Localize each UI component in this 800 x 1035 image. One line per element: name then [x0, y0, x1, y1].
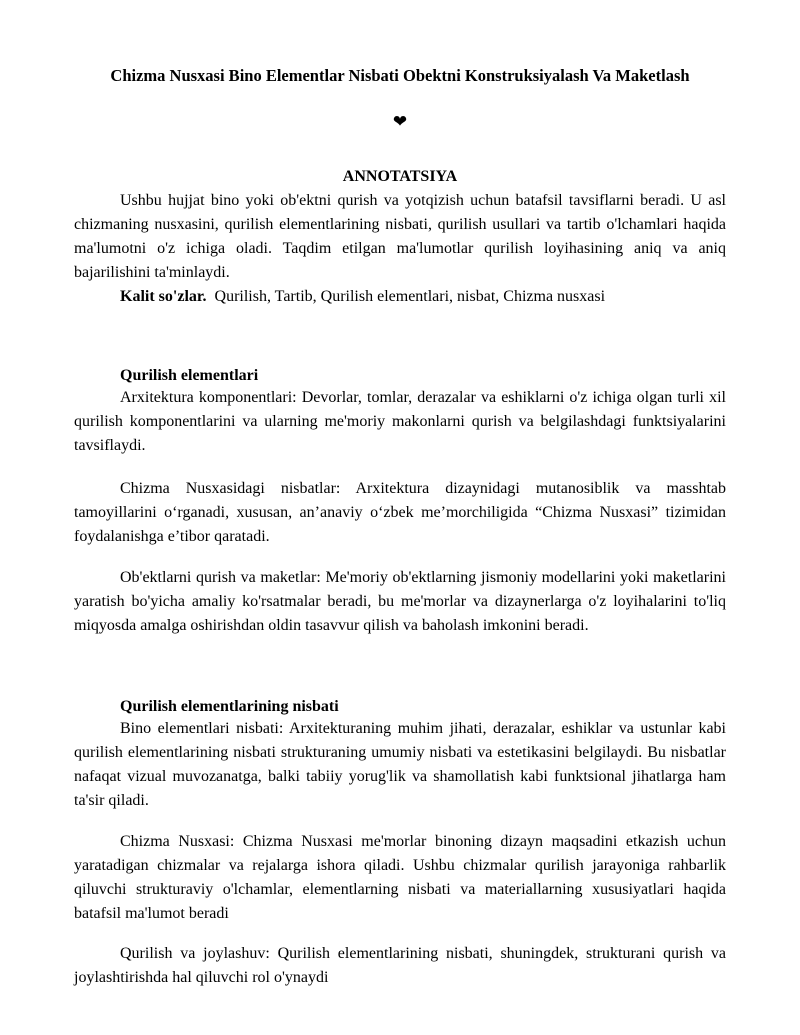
abstract-text: Ushbu hujjat bino yoki ob'ektni qurish va yotqizish uchun batafsil tavsiflarni beradi. U asl chizmaning nusxasini, qurilish elementlarining nisbati, qurilish usullari va tartib o'lchamlari haqida ma'lumotni o'z ichiga oladi. Taqdim etilgan ma'lumotlar qurilish loyihasining aniq va aniq bajarilishini ta'minlaydi. — [74, 192, 726, 281]
paragraph-text: Chizma Nusxasi: Chizma Nusxasi me'morlar binoning dizayn maqsadini etkazish uchun yaratadigan chizmalar va rejalarga ishora qiladi. Ushbu chizmalar qurilish jarayoniga rahbarlik qiluvchi strukturaviy o'lchamlar, elementlarning nisbati va materiallarning xususiyatlari haqida batafsil ma'lumot beradi — [74, 833, 726, 922]
section-heading: Qurilish elementlari — [120, 367, 259, 384]
section-paragraph — [74, 477, 726, 549]
paragraph-text: Qurilish va joylashuv: Qurilish elementlarining nisbati, shuningdek, strukturani qurish va joylashtirishda hal qiluvchi rol o'ynaydi — [74, 945, 726, 986]
section-paragraph — [74, 942, 726, 990]
section-heading: Qurilish elementlarining nisbati — [120, 698, 339, 715]
document-title: Chizma Nusxasi Bino Elementlar Nisbati Obektni Konstruksiyalash Va Maketlash — [110, 66, 690, 85]
abstract-paragraph — [74, 189, 726, 285]
keywords-text: Qurilish, Tartib, Qurilish elementlari, nisbat, Chizma nusxasi — [214, 288, 606, 305]
section-paragraph — [74, 566, 726, 638]
keywords-line — [74, 285, 726, 309]
abstract-heading: ANNOTATSIYA — [342, 168, 458, 185]
heart-icon: ❤ — [392, 112, 408, 132]
paragraph-text: Chizma Nusxasidagi nisbatlar: Arxitektura dizaynidagi mutanosiblik va masshtab tamoyillarini o‘rganadi, xususan, an’anaviy o‘zbek me’morchiligida “Chizma Nusxasi” tizimidan foydalanishga e’tibor qaratadi. — [74, 480, 726, 545]
section-paragraph — [74, 386, 726, 458]
section-paragraph — [74, 830, 726, 926]
section-paragraph — [74, 717, 726, 813]
keywords-label: Kalit so'zlar. — [120, 288, 207, 305]
paragraph-text: Bino elementlari nisbati: Arxitekturaning muhim jihati, derazalar, eshiklar va ustunlar kabi qurilish elementlarining nisbati strukturaning umumiy nisbati va estetikasini belgilaydi. Bu nisbatlar nafaqat vizual muvozanatga, balki tabiiy yorug'lik va shamollatish kabi funktsional jihatlarga ham ta'sir qiladi. — [74, 720, 726, 809]
paragraph-text: Ob'ektlarni qurish va maketlar: Me'moriy ob'ektlarning jismoniy modellarini yoki maketlarini yaratish bo'yicha amaliy ko'rsatmalar beradi, bu me'morlar va dizaynerlarga o'z loyihalarini to'liq miqyosda amalga oshirishdan oldin tasavvur qilish va baholash imkonini beradi. — [74, 569, 726, 634]
paragraph-text: Arxitektura komponentlari: Devorlar, tomlar, derazalar va eshiklarni o'z ichiga olgan turli xil qurilish komponentlarini va ularning me'moriy makonlarni qurish va belgilashdagi funktsiyalarini tavsiflaydi. — [74, 389, 726, 454]
